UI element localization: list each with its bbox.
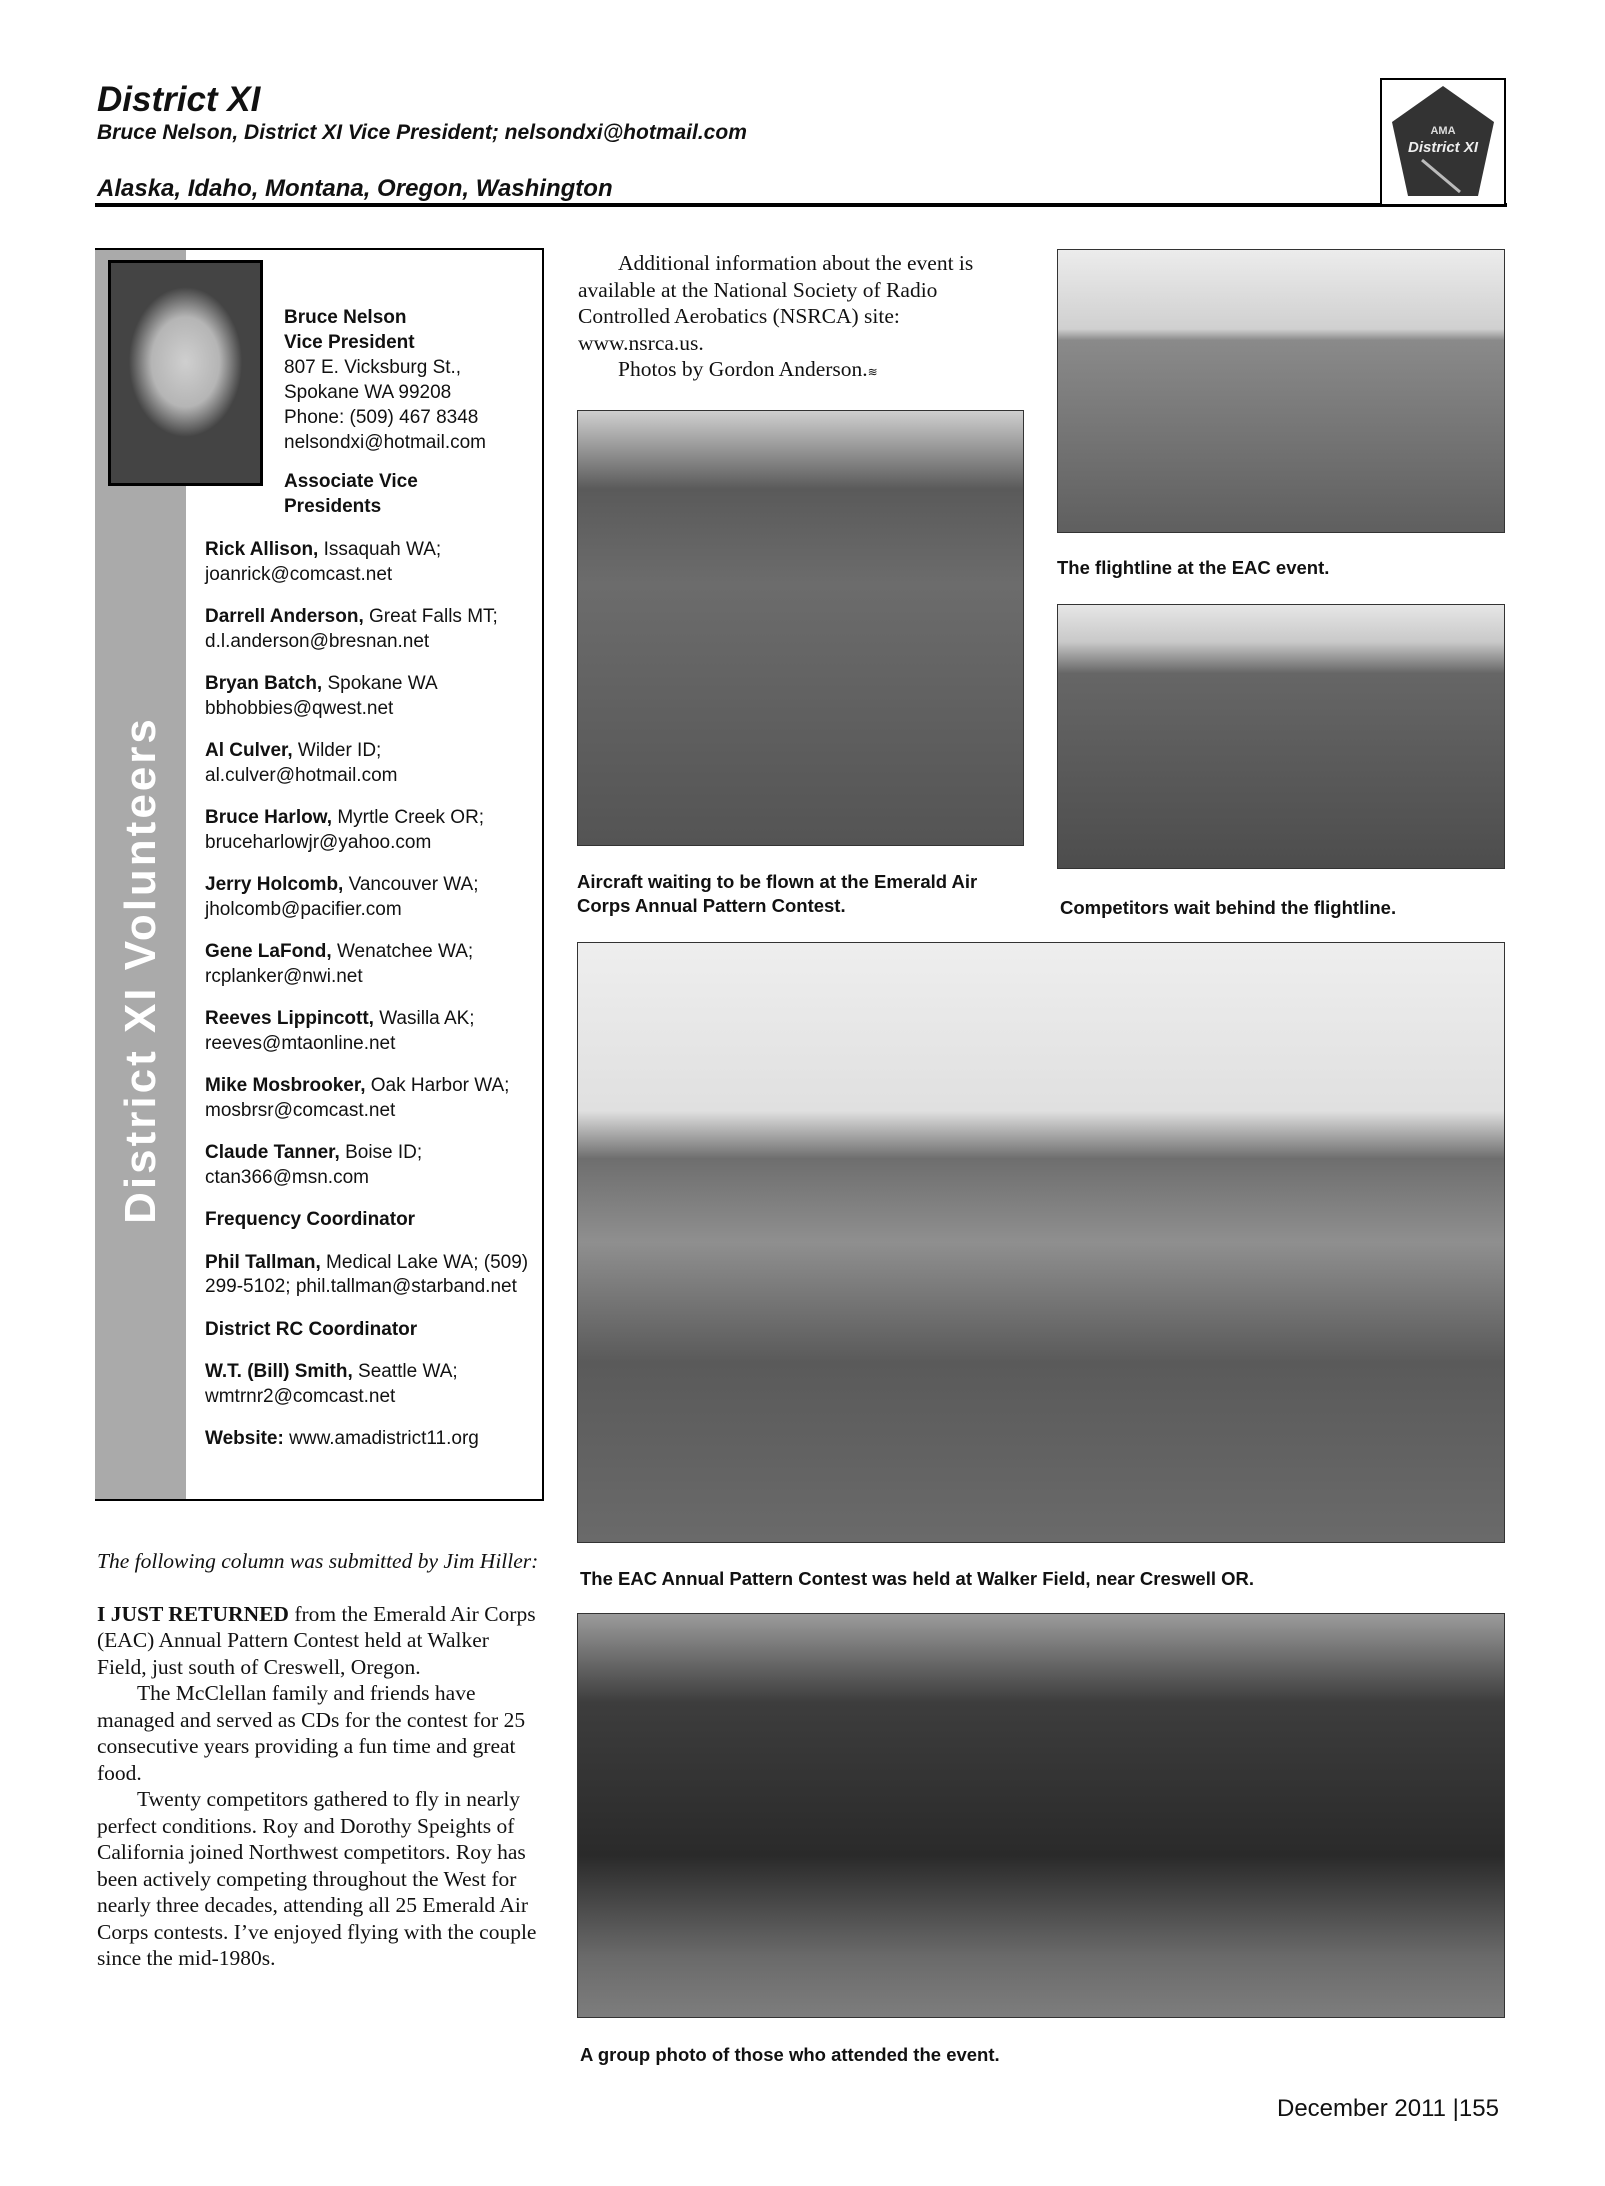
- district-logo: [1380, 78, 1506, 206]
- vp-email: nelsondxi@hotmail.com: [284, 432, 486, 453]
- article-paragraph: I JUST RETURNED from the Emerald Air Corps (EAC) Annual Pattern Contest held at Walker Field, just south of Creswell, Oregon.: [97, 1601, 536, 1679]
- list-item: W.T. (Bill) Smith, Seattle WA; wmtrnr2@comcast.net: [205, 1361, 458, 1407]
- article-body: [97, 1548, 542, 1972]
- issue-date: December 2011: [1277, 2095, 1446, 2122]
- ama-end-icon: ≋: [867, 365, 878, 379]
- vice-president-photo: [108, 260, 263, 486]
- caption-field: The EAC Annual Pattern Contest was held at Walker Field, near Creswell OR.: [580, 1568, 1255, 1589]
- photo-flightline: [1057, 249, 1505, 533]
- page-subtitle: Bruce Nelson, District XI Vice President; nelsondxi@hotmail.com: [97, 121, 747, 144]
- article-paragraph: The McClellan family and friends have managed and served as CDs for the contest for 25 consecutive years providing a fun time and great food.: [97, 1681, 526, 1785]
- article-paragraph: Twenty competitors gathered to fly in nearly perfect conditions. Roy and Dorothy Speights of California joined Northwest competitors. Roy has been actively competing throughout the West for nearly three decades, attending all 25 Emerald Air Corps contests. I’ve enjoyed flying with the couple since the mid-1980s.: [97, 1787, 537, 1970]
- caption-group: A group photo of those who attended the event.: [580, 2044, 1000, 2065]
- list-item: Jerry Holcomb, Vancouver WA; jholcomb@pacifier.com: [205, 874, 479, 920]
- district-states: Alaska, Idaho, Montana, Oregon, Washington: [97, 175, 613, 202]
- caption-aircraft: Aircraft waiting to be flown at the Emerald Air Corps Annual Pattern Contest.: [577, 871, 978, 916]
- list-item: Mike Mosbrooker, Oak Harbor WA; mosbrsr@comcast.net: [205, 1075, 510, 1121]
- vp-name: Bruce Nelson: [284, 307, 407, 328]
- volunteer-list: [205, 538, 540, 1470]
- website-link[interactable]: www.amadistrict11.org: [283, 1428, 479, 1449]
- page-footer: December 2011 |155: [1277, 2095, 1499, 2122]
- vice-president-contact: [284, 305, 486, 519]
- website: Website: www.amadistrict11.org: [205, 1428, 479, 1449]
- list-item: Rick Allison, Issaquah WA; joanrick@comcast.net: [205, 539, 442, 585]
- svg-text:AMA: AMA: [1430, 125, 1456, 137]
- vp-address1: 807 E. Vicksburg St.,: [284, 357, 462, 378]
- header-rule: [95, 203, 1507, 207]
- sidebar-vertical-label: District XI Volunteers: [115, 716, 165, 1224]
- page-title: District XI: [97, 80, 261, 119]
- caption-flightline: The flightline at the EAC event.: [1057, 557, 1330, 578]
- vp-title: Vice President: [284, 332, 415, 353]
- photo-group: [577, 1613, 1505, 2018]
- list-item: Bruce Harlow, Myrtle Creek OR; bruceharlowjr@yahoo.com: [205, 807, 485, 853]
- list-item: Al Culver, Wilder ID; al.culver@hotmail.com: [205, 740, 398, 786]
- vp-phone: Phone: (509) 467 8348: [284, 407, 479, 428]
- article-continued: [578, 250, 1028, 386]
- photo-aircraft: [577, 410, 1024, 846]
- avp-heading: Associate Vice Presidents: [284, 471, 418, 517]
- caption-competitors: Competitors wait behind the flightline.: [1060, 897, 1397, 918]
- article-intro: The following column was submitted by Jim Hiller:: [97, 1549, 539, 1573]
- svg-text:District XI: District XI: [1407, 139, 1479, 156]
- article-paragraph: Additional information about the event is available at the National Society of Radio Controlled Aerobatics (NSRCA) site: www.nsrca.us.: [578, 251, 974, 355]
- page-number: 155: [1458, 2095, 1499, 2122]
- rc-heading: District RC Coordinator: [205, 1318, 418, 1340]
- list-item: Darrell Anderson, Great Falls MT; d.l.anderson@bresnan.net: [205, 606, 498, 652]
- vp-address2: Spokane WA 99208: [284, 382, 452, 403]
- photo-credit: Photos by Gordon Anderson.≋: [618, 357, 878, 381]
- list-item: Bryan Batch, Spokane WA bbhobbies@qwest.net: [205, 673, 437, 719]
- list-item: Reeves Lippincott, Wasilla AK; reeves@mtaonline.net: [205, 1008, 475, 1054]
- list-item: Gene LaFond, Wenatchee WA; rcplanker@nwi.net: [205, 941, 474, 987]
- list-item: Claude Tanner, Boise ID; ctan366@msn.com: [205, 1142, 423, 1188]
- photo-competitors: [1057, 604, 1505, 869]
- list-item: Phil Tallman, Medical Lake WA; (509) 299-5102; phil.tallman@starband.net: [205, 1251, 529, 1297]
- freq-heading: Frequency Coordinator: [205, 1209, 416, 1230]
- photo-walker-field: [577, 942, 1505, 1543]
